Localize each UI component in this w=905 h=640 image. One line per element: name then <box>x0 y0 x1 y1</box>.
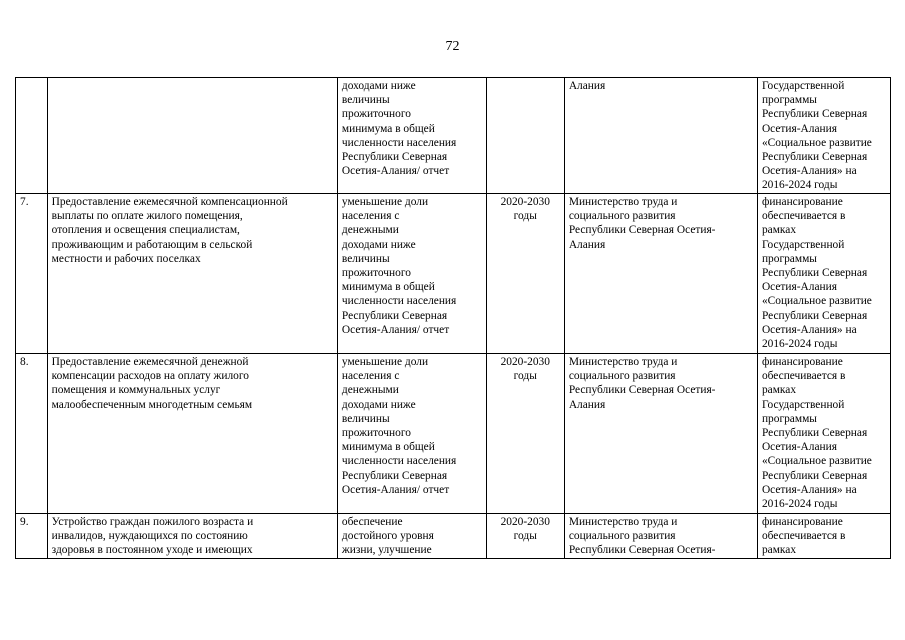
row-number-cell: 7. <box>16 194 48 354</box>
row-number-cell: 9. <box>16 514 48 559</box>
table-row <box>16 78 891 194</box>
measure-name-cell <box>47 78 337 194</box>
measures-table <box>15 77 891 559</box>
term-cell: 2020-2030 годы <box>486 514 564 559</box>
financing-cell: финансирование обеспечивается в рамках Государственной программы Республики Северная Осетия-Алания «Социальное развитие Республики Северная Осетия-Алания» на 2016-2024 годы <box>757 194 890 354</box>
row-number-cell <box>16 78 48 194</box>
executor-cell: Министерство труда и социального развития Республики Северная Осетия- Алания <box>564 354 757 514</box>
measure-name-cell: Предоставление ежемесячной денежной компенсации расходов на оплату жилого помещения и коммунальных услуг малообеспеченным многодетным семьям <box>47 354 337 514</box>
row-number-cell: 8. <box>16 354 48 514</box>
measure-name-cell: Устройство граждан пожилого возраста и инвалидов, нуждающихся по состоянию здоровья в постоянном уходе и имеющих <box>47 514 337 559</box>
term-cell: 2020-2030 годы <box>486 354 564 514</box>
table-row <box>16 194 891 354</box>
term-cell: 2020-2030 годы <box>486 194 564 354</box>
table-row <box>16 354 891 514</box>
executor-cell: Министерство труда и социального развития Республики Северная Осетия- Алания <box>564 194 757 354</box>
indicator-cell: уменьшение доли населения с денежными доходами ниже величины прожиточного минимума в общей численности населения Республики Северная Осетия-Алания/ отчет <box>337 194 486 354</box>
term-cell <box>486 78 564 194</box>
indicator-cell: обеспечение достойного уровня жизни, улучшение <box>337 514 486 559</box>
financing-cell: финансирование обеспечивается в рамках Государственной программы Республики Северная Осетия-Алания «Социальное развитие Республики Северная Осетия-Алания» на 2016-2024 годы <box>757 354 890 514</box>
indicator-cell: доходами ниже величины прожиточного минимума в общей численности населения Республики Северная Осетия-Алания/ отчет <box>337 78 486 194</box>
page-number: 72 <box>445 39 460 54</box>
financing-cell: финансирование обеспечивается в рамках <box>757 514 890 559</box>
executor-cell: Министерство труда и социального развития Республики Северная Осетия- <box>564 514 757 559</box>
executor-cell: Алания <box>564 78 757 194</box>
indicator-cell: уменьшение доли населения с денежными доходами ниже величины прожиточного минимума в общей численности населения Республики Северная Осетия-Алания/ отчет <box>337 354 486 514</box>
financing-cell: Государственной программы Республики Северная Осетия-Алания «Социальное развитие Республики Северная Осетия-Алания» на 2016-2024 годы <box>757 78 890 194</box>
table-row <box>16 514 891 559</box>
measure-name-cell: Предоставление ежемесячной компенсационной выплаты по оплате жилого помещения, отопления и освещения специалистам, проживающим и работающим в сельской местности и рабочих поселках <box>47 194 337 354</box>
